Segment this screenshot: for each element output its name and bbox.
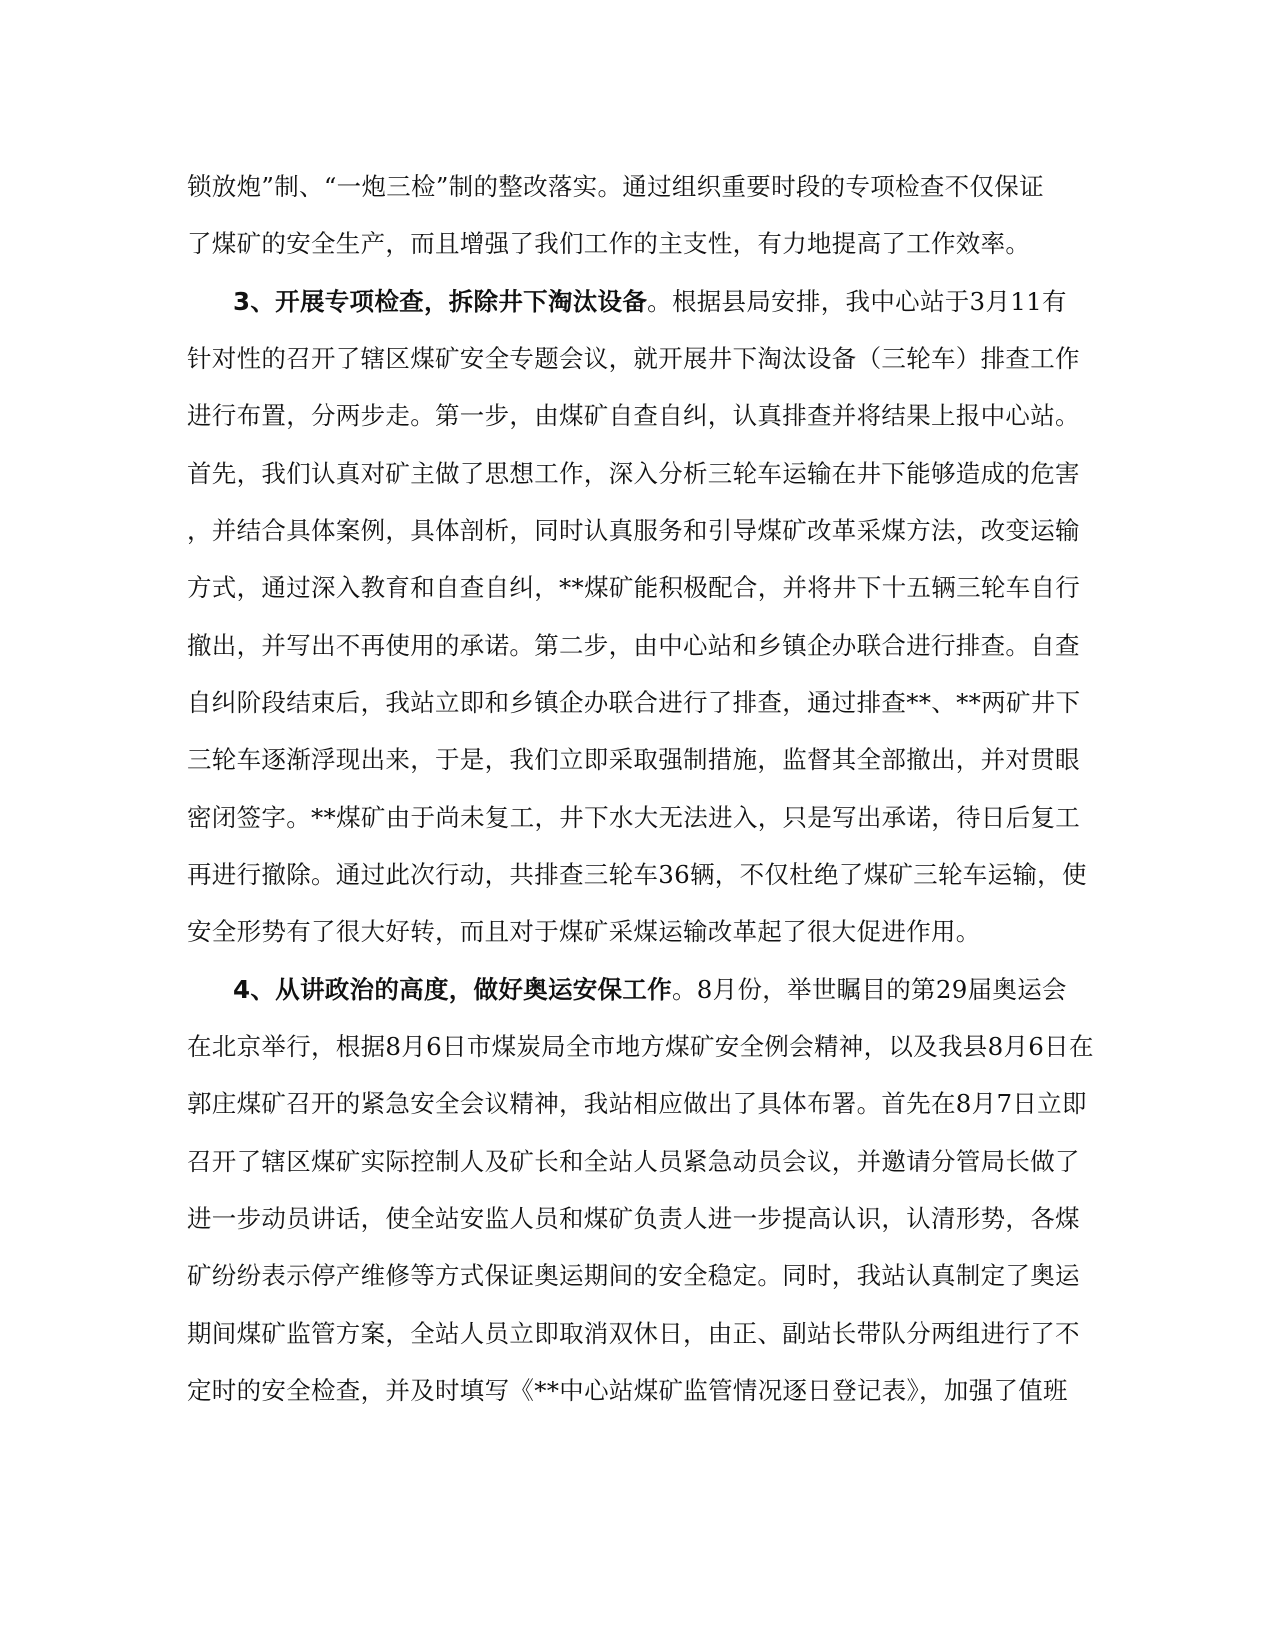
text-line: 进一步动员讲话，使全站安监人员和煤矿负责人进一步提高认识，认清形势，各煤 [187,1204,1080,1233]
section-3-heading-line [233,285,1093,319]
text-line: 撤出，并写出不再使用的承诺。第二步，由中心站和乡镇企办联合进行排查。自查 [187,631,1080,660]
text-line: 郭庄煤矿召开的紧急安全会议精神，我站相应做出了具体布署。首先在8月7日立即 [187,1089,1087,1118]
text-line: 自纠阶段结束后，我站立即和乡镇企办联合进行了排查，通过排查**、**两矿井下 [187,688,1081,717]
text-line: 再进行撤除。通过此次行动，共排查三轮车36辆，不仅杜绝了煤矿三轮车运输，使 [187,860,1087,889]
text-line: 安全形势有了很大好转，而且对于煤矿采煤运输改革起了很大促进作用。 [187,917,981,946]
section-4-heading: 4、从讲政治的高度，做好奥运安保工作 [233,975,672,1004]
text-line: 定时的安全检查，并及时填写《**中心站煤矿监管情况逐日登记表》，加强了值班 [187,1376,1068,1405]
text-line: 期间煤矿监管方案，全站人员立即取消双休日，由正、副站长带队分两组进行了不 [187,1319,1080,1348]
section-3-text: 。根据县局安排，我中心站于3月11有 [647,287,1067,316]
text-line: 首先，我们认真对矿主做了思想工作，深入分析三轮车运输在井下能够造成的危害 [187,459,1080,488]
text-line: 在北京举行，根据8月6日市煤炭局全市地方煤矿安全例会精神，以及我县8月6日在 [187,1032,1094,1061]
section-4-heading-line [233,973,1093,1007]
section-4-text: 。8月份，举世瞩目的第29届奥运会 [671,975,1067,1004]
text-line: 三轮车逐渐浮现出来，于是，我们立即采取强制措施，监督其全部撤出，并对贯眼 [187,745,1080,774]
text-line: 针对性的召开了辖区煤矿安全专题会议，就开展井下淘汰设备（三轮车）排查工作 [187,344,1080,373]
text-line: ，并结合具体案例，具体剖析，同时认真服务和引导煤矿改革采煤方法，改变运输 [187,516,1080,545]
text-line: 锁放炮”制、“一炮三检”制的整改落实。通过组织重要时段的专项检查不仅保证 [187,172,1044,201]
text-line: 召开了辖区煤矿实际控制人及矿长和全站人员紧急动员会议，并邀请分管局长做了 [187,1147,1080,1176]
text-line: 方式，通过深入教育和自查自纠，**煤矿能积极配合，并将井下十五辆三轮车自行 [187,573,1081,602]
text-line: 密闭签字。**煤矿由于尚未复工，井下水大无法进入，只是写出承诺，待日后复工 [187,803,1081,832]
text-line: 矿纷纷表示停产维修等方式保证奥运期间的安全稳定。同时，我站认真制定了奥运 [187,1261,1080,1290]
section-3-heading: 3、开展专项检查，拆除井下淘汰设备 [233,287,648,316]
text-line: 了煤矿的安全生产，而且增强了我们工作的主支性，有力地提高了工作效率。 [187,229,1031,258]
text-line: 进行布置，分两步走。第一步，由煤矿自查自纠，认真排查并将结果上报中心站。 [187,401,1080,430]
